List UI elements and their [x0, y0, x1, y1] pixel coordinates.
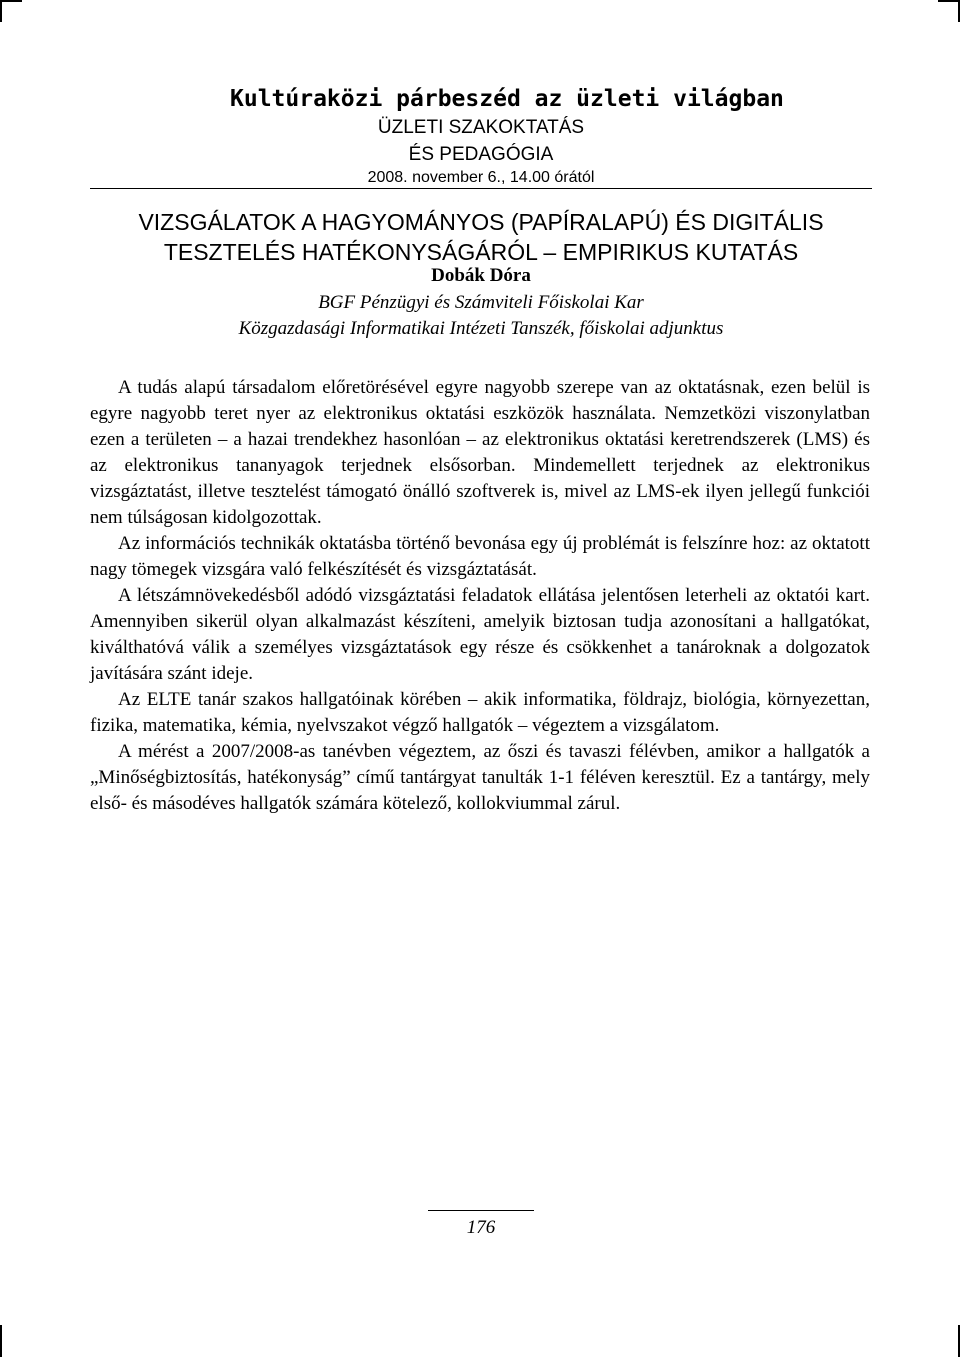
crop-mark-top-right [938, 0, 960, 22]
paper-title-line2: TESZTELÉS HATÉKONYSÁGÁRÓL – EMPIRIKUS KUTATÁS [163, 239, 799, 265]
body-text [90, 375, 870, 817]
paragraph-2: Az információs technikák oktatásba történő bevonása egy új problémát is felszínre hoz: az oktatott nagy tömegek vizsgára való felkészítését és vizsgáztatását. [90, 533, 870, 580]
paragraph-4: Az ELTE tanár szakos hallgatóinak körében – akik informatika, földrajz, biológia, környezettan, fizika, matematika, kémia, nyelvszakot végző hallgatók – végeztem a vizsgálatom. [90, 689, 870, 736]
paragraph-1: A tudás alapú társadalom előretörésével egyre nagyobb szerepe van az oktatásnak, ezen belül is egyre nagyobb teret nyer az elektronikus oktatási eszközök használata. Nemzetközi viszonylatban ezen a területen – a hazai trendekhez hasonlóan – az elektronikus oktatási keretrendszerek (LMS) és az elektronikus tananyagok terjednek elsősorban. Mindemellett terjednek az elektronikus vizsgáztatást, illetve tesztelést támogató önálló szoftverek is, mivel az LMS-ek ilyen jellegű funkciói nem túlságosan kidolgozottak. [90, 377, 870, 528]
paper-title [90, 207, 872, 267]
paragraph-3: A létszámnövekedésből adódó vizsgáztatási feladatok ellátása jelentősen leterheli az oktatói kart. Amennyiben sikerül olyan alkalmazást készíteni, amelyik biztosan tudja azonosítani a hallgatókat, kiválthatóvá válik a személyes vizsgáztatások egy része és csökkenhet a tanároknak a dolgozatok javítására szánt ideje. [90, 585, 870, 684]
conference-date: 2008. november 6., 14.00 órától [90, 168, 872, 189]
crop-mark-bottom-right [948, 1325, 960, 1357]
conference-subtitle-line1: ÜZLETI SZAKOKTATÁS [377, 117, 585, 138]
conference-title: Kultúraközi párbeszéd az üzleti világban [230, 86, 784, 112]
paragraph-5: A mérést a 2007/2008-as tanévben végeztem, az őszi és tavaszi félévben, amikor a hallgatók a „Minőségbiztosítás, hatékonyság” című tantárgyat tanulták 1-1 féléven keresztül. Ez a tantárgy, mely első- és másodéves hallgatók számára kötelező, kollokviummal zárul. [90, 741, 870, 814]
crop-mark-top-left [0, 0, 22, 22]
author-affiliation [90, 290, 872, 342]
paper-title-line1: VIZSGÁLATOK A HAGYOMÁNYOS (PAPÍRALAPÚ) ÉS DIGITÁLIS [138, 209, 824, 235]
conference-subtitle-line2: ÉS PEDAGÓGIA [408, 144, 554, 165]
author-name: Dobák Dóra [431, 265, 531, 286]
footer-rule [428, 1210, 534, 1211]
running-header [90, 84, 872, 189]
page-number: 176 [466, 1217, 496, 1238]
affiliation-line2: Közgazdasági Informatikai Intézeti Tanszék, főiskolai adjunktus [238, 318, 724, 339]
affiliation-line1: BGF Pénzügyi és Számviteli Főiskolai Kar [318, 292, 644, 313]
crop-mark-bottom-left [0, 1325, 12, 1357]
